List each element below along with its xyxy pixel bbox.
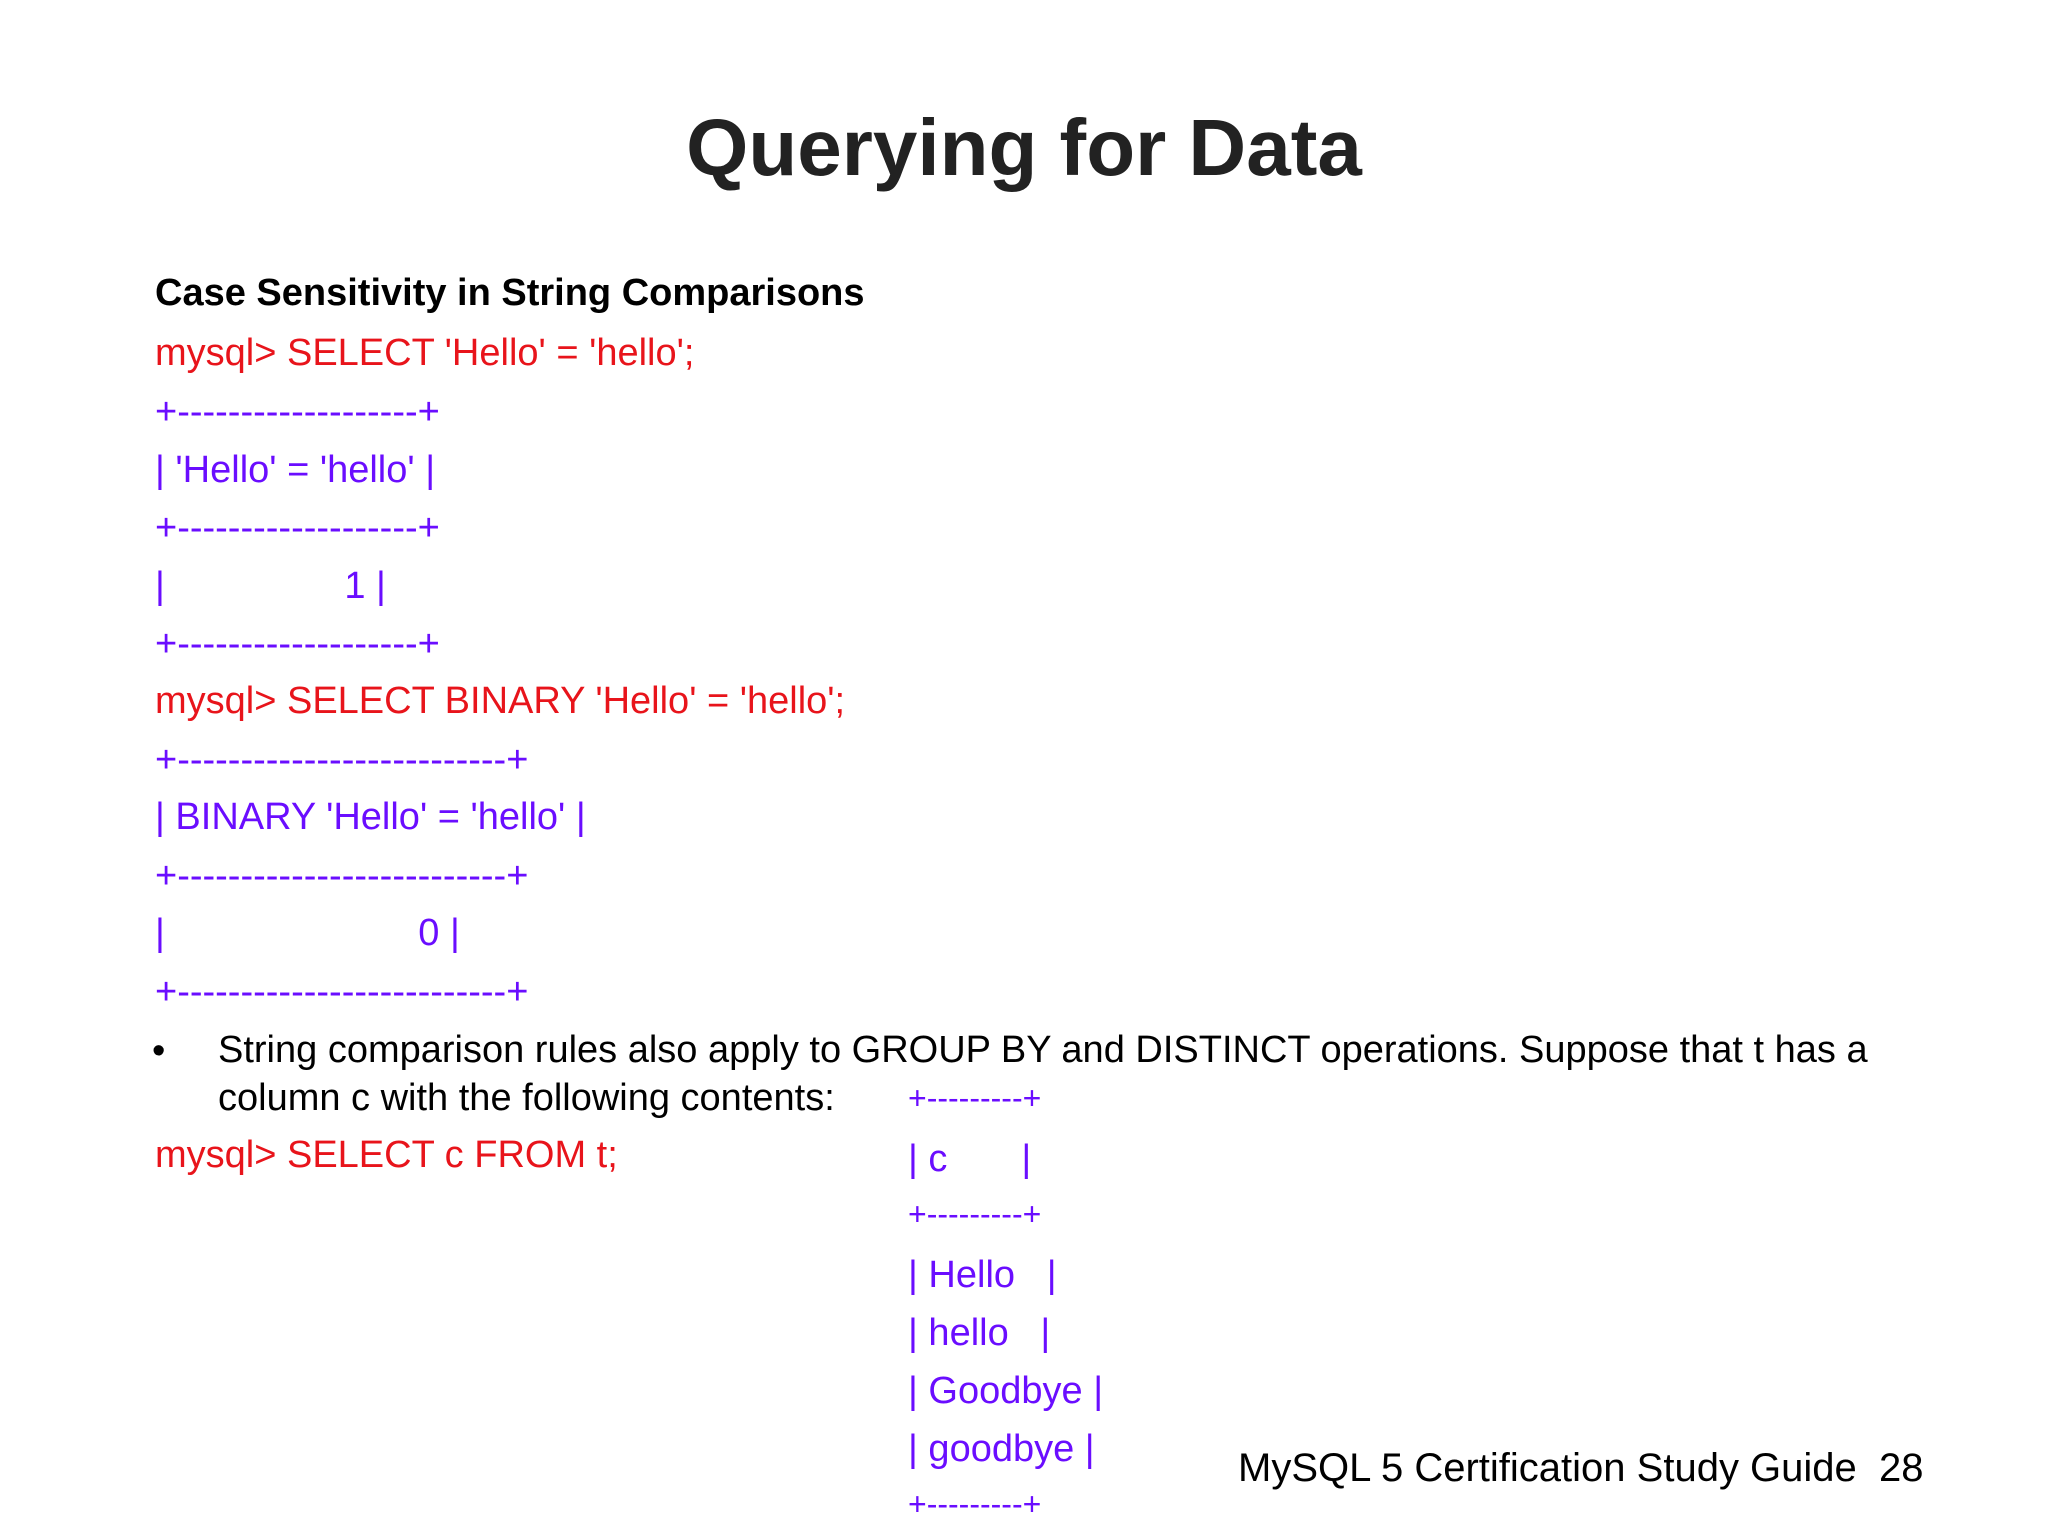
query2-border-bottom: +--------------------------+	[155, 971, 529, 1013]
query1-value-row: | 1 |	[155, 565, 386, 607]
result-table-header: | c |	[908, 1138, 1032, 1180]
query1-border-mid: +-------------------+	[155, 507, 440, 549]
query2-border-mid: +--------------------------+	[155, 855, 529, 897]
query1-border-top: +-------------------+	[155, 391, 440, 433]
bullet-line-2: column c with the following contents:	[218, 1077, 835, 1119]
query2-command: mysql> SELECT BINARY 'Hello' = 'hello';	[155, 680, 846, 722]
result-table-row: | Goodbye |	[908, 1370, 1104, 1412]
result-table-row: | goodbye |	[908, 1428, 1095, 1470]
bullet-text	[218, 1026, 1998, 1122]
query1-command: mysql> SELECT 'Hello' = 'hello';	[155, 332, 695, 374]
query2-border-top: +--------------------------+	[155, 739, 529, 781]
result-table-border-bottom: +---------+	[908, 1486, 1042, 1522]
query1-header: | 'Hello' = 'hello' |	[155, 449, 436, 491]
query2-value-row: | 0 |	[155, 912, 460, 954]
query2-header: | BINARY 'Hello' = 'hello' |	[155, 796, 586, 838]
section-heading: Case Sensitivity in String Comparisons	[155, 272, 865, 314]
footer-text: MySQL 5 Certification Study Guide	[1238, 1446, 1857, 1490]
page-number: 28	[1879, 1446, 1924, 1490]
footer	[1238, 1446, 1924, 1491]
result-table-row: | Hello |	[908, 1254, 1057, 1296]
slide-title: Querying for Data	[686, 103, 1362, 192]
query1-border-bottom: +-------------------+	[155, 623, 440, 665]
result-table-border-mid: +---------+	[908, 1196, 1042, 1232]
query3-command: mysql> SELECT c FROM t;	[155, 1134, 618, 1176]
result-table-border-top: +---------+	[908, 1080, 1042, 1116]
bullet-line-1: String comparison rules also apply to GROUP BY and DISTINCT operations. Suppose that t has a	[218, 1029, 1868, 1071]
result-table-row: | hello |	[908, 1312, 1051, 1354]
bullet-icon: •	[152, 1030, 166, 1072]
